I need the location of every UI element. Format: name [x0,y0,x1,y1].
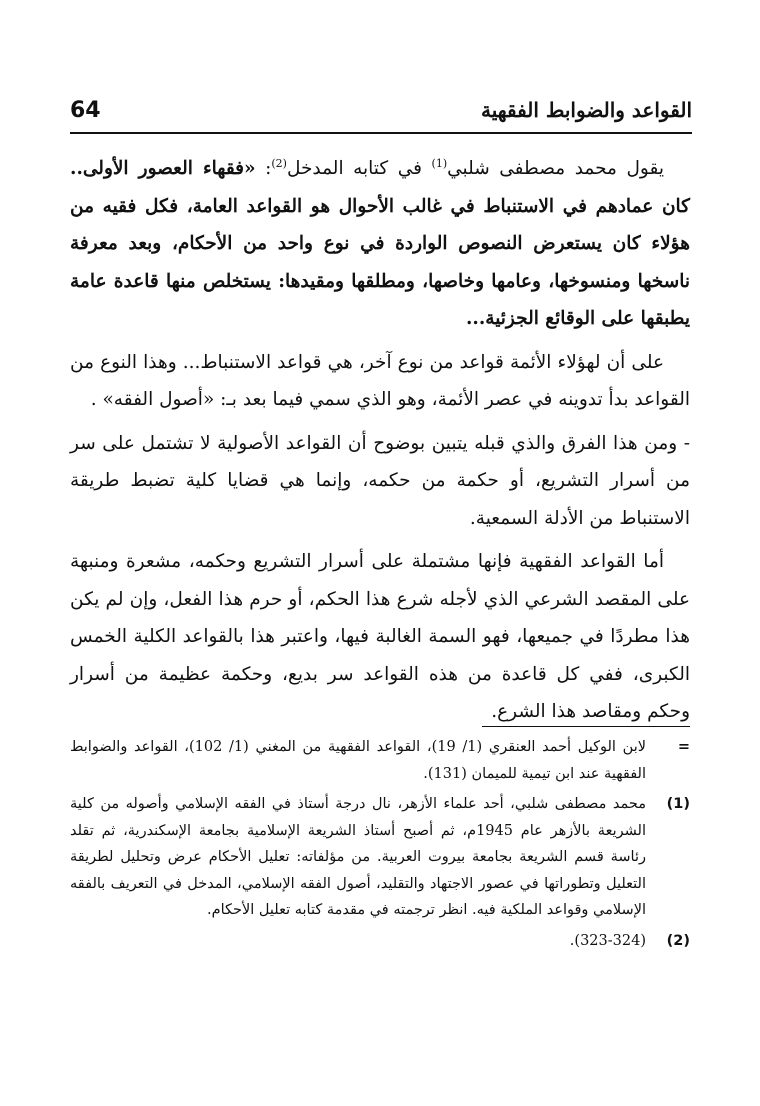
intro-text: يقول محمد مصطفى شلبي [447,158,664,179]
footnote-mark: (2) [666,932,690,949]
footnote-text: محمد مصطفى شلبي، أحد علماء الأزهر، نال درجة أستاذ في الفقه الإسلامي وأصوله من كلية الشريعة بالأزهر عام 1945م، ثم أصبح أستاذ الشريعة الإسلامية بجامعة الإسكندرية، ثم تقلد رئاسة قسم الشريعة بجامعة بيروت العربية. من مؤلفاته: تعليل الأحكام عرض وتحليل لطريقة التعليل وتطوراتها في عصور الاجتهاد والتقليد، أصول الفقه الإسلامي، المدخل في التعريف بالفقه الإسلامي وقواعد الملكية فيه. انظر ترجمته في مقدمة كتابه تعليل الأحكام. [70,796,646,918]
header-rule [70,132,692,134]
footnote-text: (323-324). [569,932,646,949]
footnote-1 [70,791,690,924]
intro-text-2: في كتابه المدخل [286,158,432,179]
footnote-ref-1: (1) [431,156,448,170]
page-header [70,96,692,130]
bold-quotation: «فقهاء العصور الأولى.. كان عمادهم في الاستنباط في غالب الأحوال هو القواعد العامة، فكل فقيه من هؤلاء كان يستعرض النصوص الواردة في نوع واحد من الأحكام، وبعد معرفة ناسخها ومنسوخها، وعامها وخاصها، ومطلقها ومقيدها: يستخلص منها قاعدة عامة يطبقها على الوقائع الجزئية... [70,158,690,329]
footnote-mark: = [677,739,690,755]
paragraph-4: أما القواعد الفقهية فإنها مشتملة على أسرار التشريع وحكمه، مشعرة ومنبهة على المقصد الشرعي الذي لأجله شرع هذا الحكم، أو حرم هذا الفعل، وإن لم يكن هذا مطردًا في جميعها، فهو السمة الغالبة فيها، واعتبر هذا بالقواعد الكلية الخمس الكبرى، ففي كل قاعدة من هذه القواعد سر بديع، وحكمة عظيمة من أسرار وحكم ومقاصد هذا الشرع. [70,551,690,722]
intro-colon: : [255,158,272,179]
footnotes [70,734,690,958]
paragraph-quote [70,150,690,338]
footnote-ref-2: (2) [271,156,287,170]
footnote-separator [482,726,690,727]
footnote-2 [70,928,690,955]
footnote-continued [70,734,690,787]
page-number: 64 [70,98,101,123]
footnote-mark: (1) [666,796,690,812]
main-text [70,150,690,737]
paragraph-2: على أن لهؤلاء الأئمة قواعد من نوع آخر، هي قواعد الاستنباط... وهذا النوع من القواعد بدأ تدوينه في عصر الأئمة، وهو الذي سمي فيما بعد بـ: «أصول الفقه» . [70,351,690,410]
footnote-text: لابن الوكيل أحمد العنقري (1/ 19)، القواعد الفقهية من المغني (1/ 102)، القواعد والضوابط الفقهية عند ابن تيمية للميمان (131). [70,739,647,782]
running-title: القواعد والضوابط الفقهية [481,98,692,122]
paragraph-3: - ومن هذا الفرق والذي قبله يتبين بوضوح أن القواعد الأصولية لا تشتمل على سر من أسرار التشريع، أو حكمة من حكمه، وإنما هي قضايا كلية تضبط طريقة الاستنباط من الأدلة السمعية. [70,432,690,529]
